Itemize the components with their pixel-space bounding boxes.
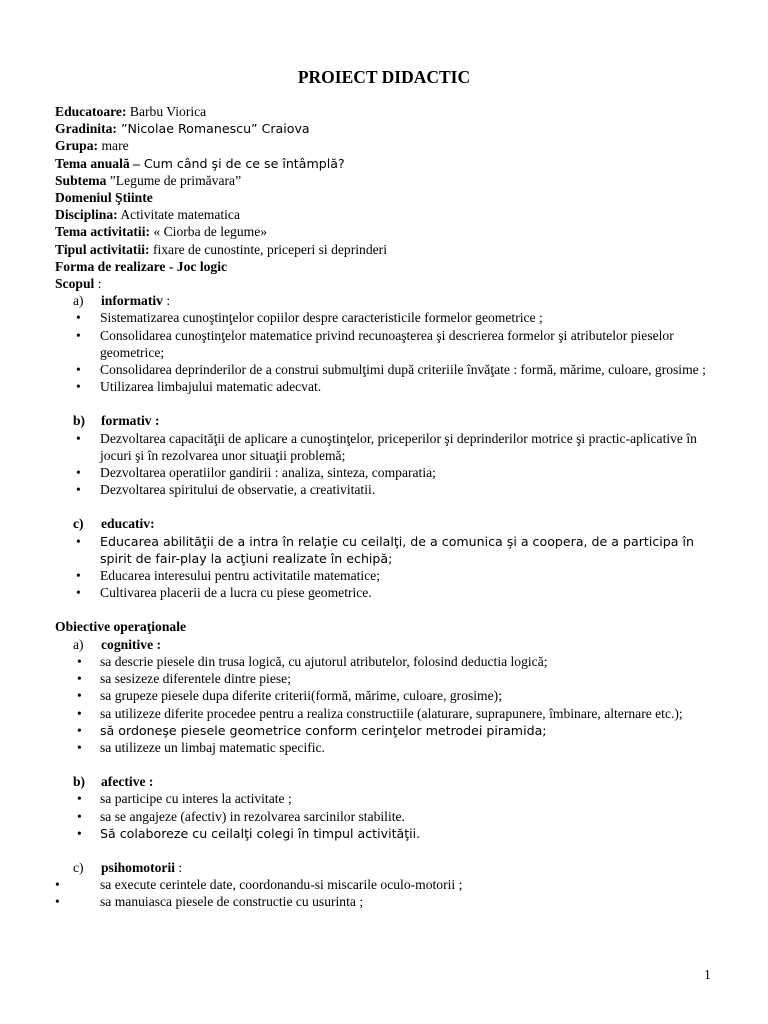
section-heading — [55, 515, 725, 532]
list-item — [55, 327, 725, 361]
section-title: informativ — [101, 293, 163, 309]
meta-sep: : — [145, 224, 151, 240]
meta-value: Activitate matematica — [117, 207, 240, 223]
list-item — [55, 670, 725, 687]
list-item-text: sa manuiasca piesele de constructie cu usurinta ; — [100, 894, 364, 910]
bullet-icon: • — [77, 739, 82, 755]
meta-sep: : — [145, 241, 150, 257]
meta-label: Educatoare — [55, 104, 122, 119]
list-item — [55, 876, 725, 893]
meta-value: Barbu Viorica — [126, 104, 207, 119]
bullet-icon: • — [76, 465, 81, 481]
section-title: cognitive : — [101, 636, 162, 652]
section-heading — [55, 859, 725, 876]
section-suffix: : — [175, 859, 183, 875]
list-item-text: sa grupeze piesele dupa diferite criterii(formă, mărime, culoare, grosime); — [100, 688, 502, 704]
list-item-text: sa execute cerintele date, coordonandu-si miscarile oculo-motorii ; — [100, 877, 463, 893]
spacer — [55, 601, 725, 618]
scop-informativ-section — [55, 292, 725, 395]
list-item — [55, 430, 725, 464]
list-item-text: Consolidarea deprinderilor de a construi submulţimi după criteriile învăţate : formă, mărime, culoare, grosime ; — [100, 362, 706, 378]
list-item-text: sa sesizeze diferentele dintre piese; — [100, 671, 291, 687]
list-item — [55, 464, 725, 481]
list-item-text: sa utilizeze un limbaj matematic specific. — [100, 739, 325, 755]
meta-value: mare — [98, 138, 129, 154]
list-item-text: Educarea abilităţii de a intra în relaţie cu ceilalţi, de a comunica şi a coopera, de a participa în spirit de fair-play la acţiuni realizate în echipă; — [100, 533, 694, 566]
bullet-icon: • — [77, 825, 82, 841]
section-title: formativ : — [101, 413, 160, 429]
list-item — [55, 378, 725, 395]
meta-tema-anuala — [55, 155, 725, 172]
meta-value: ”Legume de primăvara” — [106, 172, 242, 188]
bullet-icon: • — [76, 362, 81, 378]
list-item-text: Sistematizarea cunoştinţelor copiilor despre caracteristicile formelor geometrice ; — [100, 310, 543, 326]
obiective-psihomotorii-section — [55, 859, 725, 911]
page-number: 1 — [704, 967, 711, 982]
list-item — [55, 808, 725, 825]
obiective-afective-section — [55, 773, 725, 842]
list-item — [55, 705, 725, 722]
scop-formativ-section — [55, 412, 725, 498]
meta-sep: : — [121, 104, 127, 119]
meta-list — [55, 103, 725, 292]
list-item — [55, 790, 725, 807]
bullet-list — [55, 653, 725, 756]
obiective-cognitive-section — [55, 636, 725, 756]
list-item — [55, 567, 725, 584]
section-letter: b) — [73, 413, 86, 429]
obiective-heading: Obiective operaţionale — [55, 619, 186, 635]
meta-label: Disciplina — [55, 207, 114, 223]
bullet-icon: • — [55, 877, 60, 893]
meta-label: Tipul activitatii — [55, 241, 146, 257]
list-item-text: Consolidarea cunoştinţelor matematice privind recunoaşterea şi descrierea formelor şi atributelor pieselor geometrice; — [100, 327, 674, 360]
bullet-icon: • — [77, 808, 82, 824]
bullet-icon: • — [76, 327, 81, 343]
bullet-icon: • — [76, 585, 81, 601]
section-letter: b) — [73, 774, 86, 790]
list-item-text: Dezvoltarea spiritului de observatie, a creativitatii. — [100, 482, 376, 498]
section-letter: c) — [73, 859, 84, 875]
meta-grupa — [55, 137, 725, 154]
meta-label: Domeniul Ştiinte — [55, 190, 153, 206]
bullet-list — [55, 533, 725, 602]
meta-scopul — [55, 275, 725, 292]
meta-label: Scopul — [55, 276, 95, 292]
bullet-icon: • — [76, 482, 81, 498]
list-item-text: sa se angajeze (afectiv) in rezolvarea sarcinilor stabilite. — [100, 808, 405, 824]
bullet-icon: • — [77, 722, 82, 738]
document-body — [55, 103, 725, 911]
bullet-list — [55, 790, 725, 842]
bullet-icon: • — [76, 533, 81, 549]
section-suffix: : — [162, 293, 171, 309]
list-item-text: Utilizarea limbajului matematic adecvat. — [100, 379, 322, 395]
meta-tipul-activitatii — [55, 241, 725, 258]
spacer — [55, 756, 725, 773]
bullet-icon: • — [76, 430, 81, 446]
meta-tema-activitatii — [55, 223, 725, 240]
meta-value: fixare de cunostinte, priceperi si deprinderi — [149, 241, 387, 257]
list-item — [55, 687, 725, 704]
list-item-text: Dezvoltarea capacităţii de aplicare a cunoştinţelor, priceperilor şi deprinderilor motrice şi practic-aplicative în jocuri şi în rezolvarea unor situaţii problemă; — [100, 430, 697, 463]
meta-value: : — [94, 276, 102, 292]
spacer — [55, 395, 725, 412]
bullet-icon: • — [77, 688, 82, 704]
meta-forma-realizare — [55, 258, 725, 275]
meta-value: ”Nicolae Romanescu” Craiova — [116, 121, 310, 137]
section-title: afective : — [101, 774, 154, 790]
meta-domeniul — [55, 189, 725, 206]
spacer — [55, 498, 725, 515]
section-heading — [55, 412, 725, 429]
bullet-icon: • — [77, 791, 82, 807]
bullet-list — [55, 309, 725, 395]
list-item — [55, 584, 725, 601]
meta-value: Cum când şi de ce se întâmplă? — [139, 155, 345, 171]
scop-educativ-section — [55, 515, 725, 601]
list-item-text: sa participe cu interes la activitate ; — [100, 791, 292, 807]
meta-value: « Ciorba de legume» — [150, 224, 268, 240]
meta-sep: : — [93, 138, 99, 154]
meta-subtema — [55, 172, 725, 189]
list-item — [55, 481, 725, 498]
list-item-text: Educarea interesului pentru activitatile matematice; — [100, 568, 381, 584]
list-item-text: să ordoneşe piesele geometrice conform cerinţelor metrodei piramida; — [100, 722, 547, 738]
meta-label: Forma de realizare - Joc logic — [55, 258, 227, 274]
list-item — [55, 653, 725, 670]
bullet-icon: • — [77, 705, 82, 721]
bullet-list — [55, 430, 725, 499]
meta-gradinita — [55, 120, 725, 137]
meta-label: Subtema — [55, 172, 107, 188]
section-letter: a) — [73, 636, 84, 652]
meta-label: Tema activitatii — [55, 224, 146, 240]
meta-sep: : — [112, 121, 117, 137]
section-heading — [55, 292, 725, 309]
list-item — [55, 309, 725, 326]
meta-label: Tema anuală – — [55, 155, 140, 171]
section-heading — [55, 636, 725, 653]
list-item — [55, 825, 725, 842]
list-item — [55, 893, 725, 910]
list-item — [55, 361, 725, 378]
list-item-text: Să colaboreze cu ceilalţi colegi în timpul activităţii. — [100, 825, 421, 841]
meta-educatoare — [55, 103, 725, 120]
section-letter: a) — [73, 293, 84, 309]
list-item — [55, 739, 725, 756]
bullet-icon: • — [55, 894, 60, 910]
list-item-text: sa utilizeze diferite procedee pentru a realiza constructiile (alaturare, suprapunere, îmbinare, alternare etc.); — [100, 705, 683, 721]
list-item-text: Dezvoltarea operatiilor gandirii : analiza, sinteza, comparatia; — [100, 465, 436, 481]
section-letter: c) — [73, 516, 84, 532]
spacer — [55, 842, 725, 859]
bullet-icon: • — [76, 379, 81, 395]
section-heading — [55, 773, 725, 790]
section-title: psihomotorii — [101, 859, 176, 875]
bullet-icon: • — [76, 310, 81, 326]
bullet-icon: • — [77, 653, 82, 669]
bullet-list — [55, 876, 725, 910]
section-title: educativ: — [101, 516, 155, 532]
list-item — [55, 533, 725, 567]
meta-disciplina — [55, 206, 725, 223]
list-item-text: sa descrie piesele din trusa logică, cu ajutorul atributelor, folosind deductia logică; — [100, 653, 548, 669]
meta-label: Gradinita — [55, 121, 113, 137]
bullet-icon: • — [76, 568, 81, 584]
bullet-icon: • — [77, 671, 82, 687]
meta-label: Grupa — [55, 138, 94, 154]
meta-sep: : — [113, 207, 118, 223]
list-item — [55, 722, 725, 739]
page-title: PROIECT DIDACTIC — [297, 67, 471, 87]
list-item-text: Cultivarea placerii de a lucra cu piese geometrice. — [100, 585, 372, 601]
